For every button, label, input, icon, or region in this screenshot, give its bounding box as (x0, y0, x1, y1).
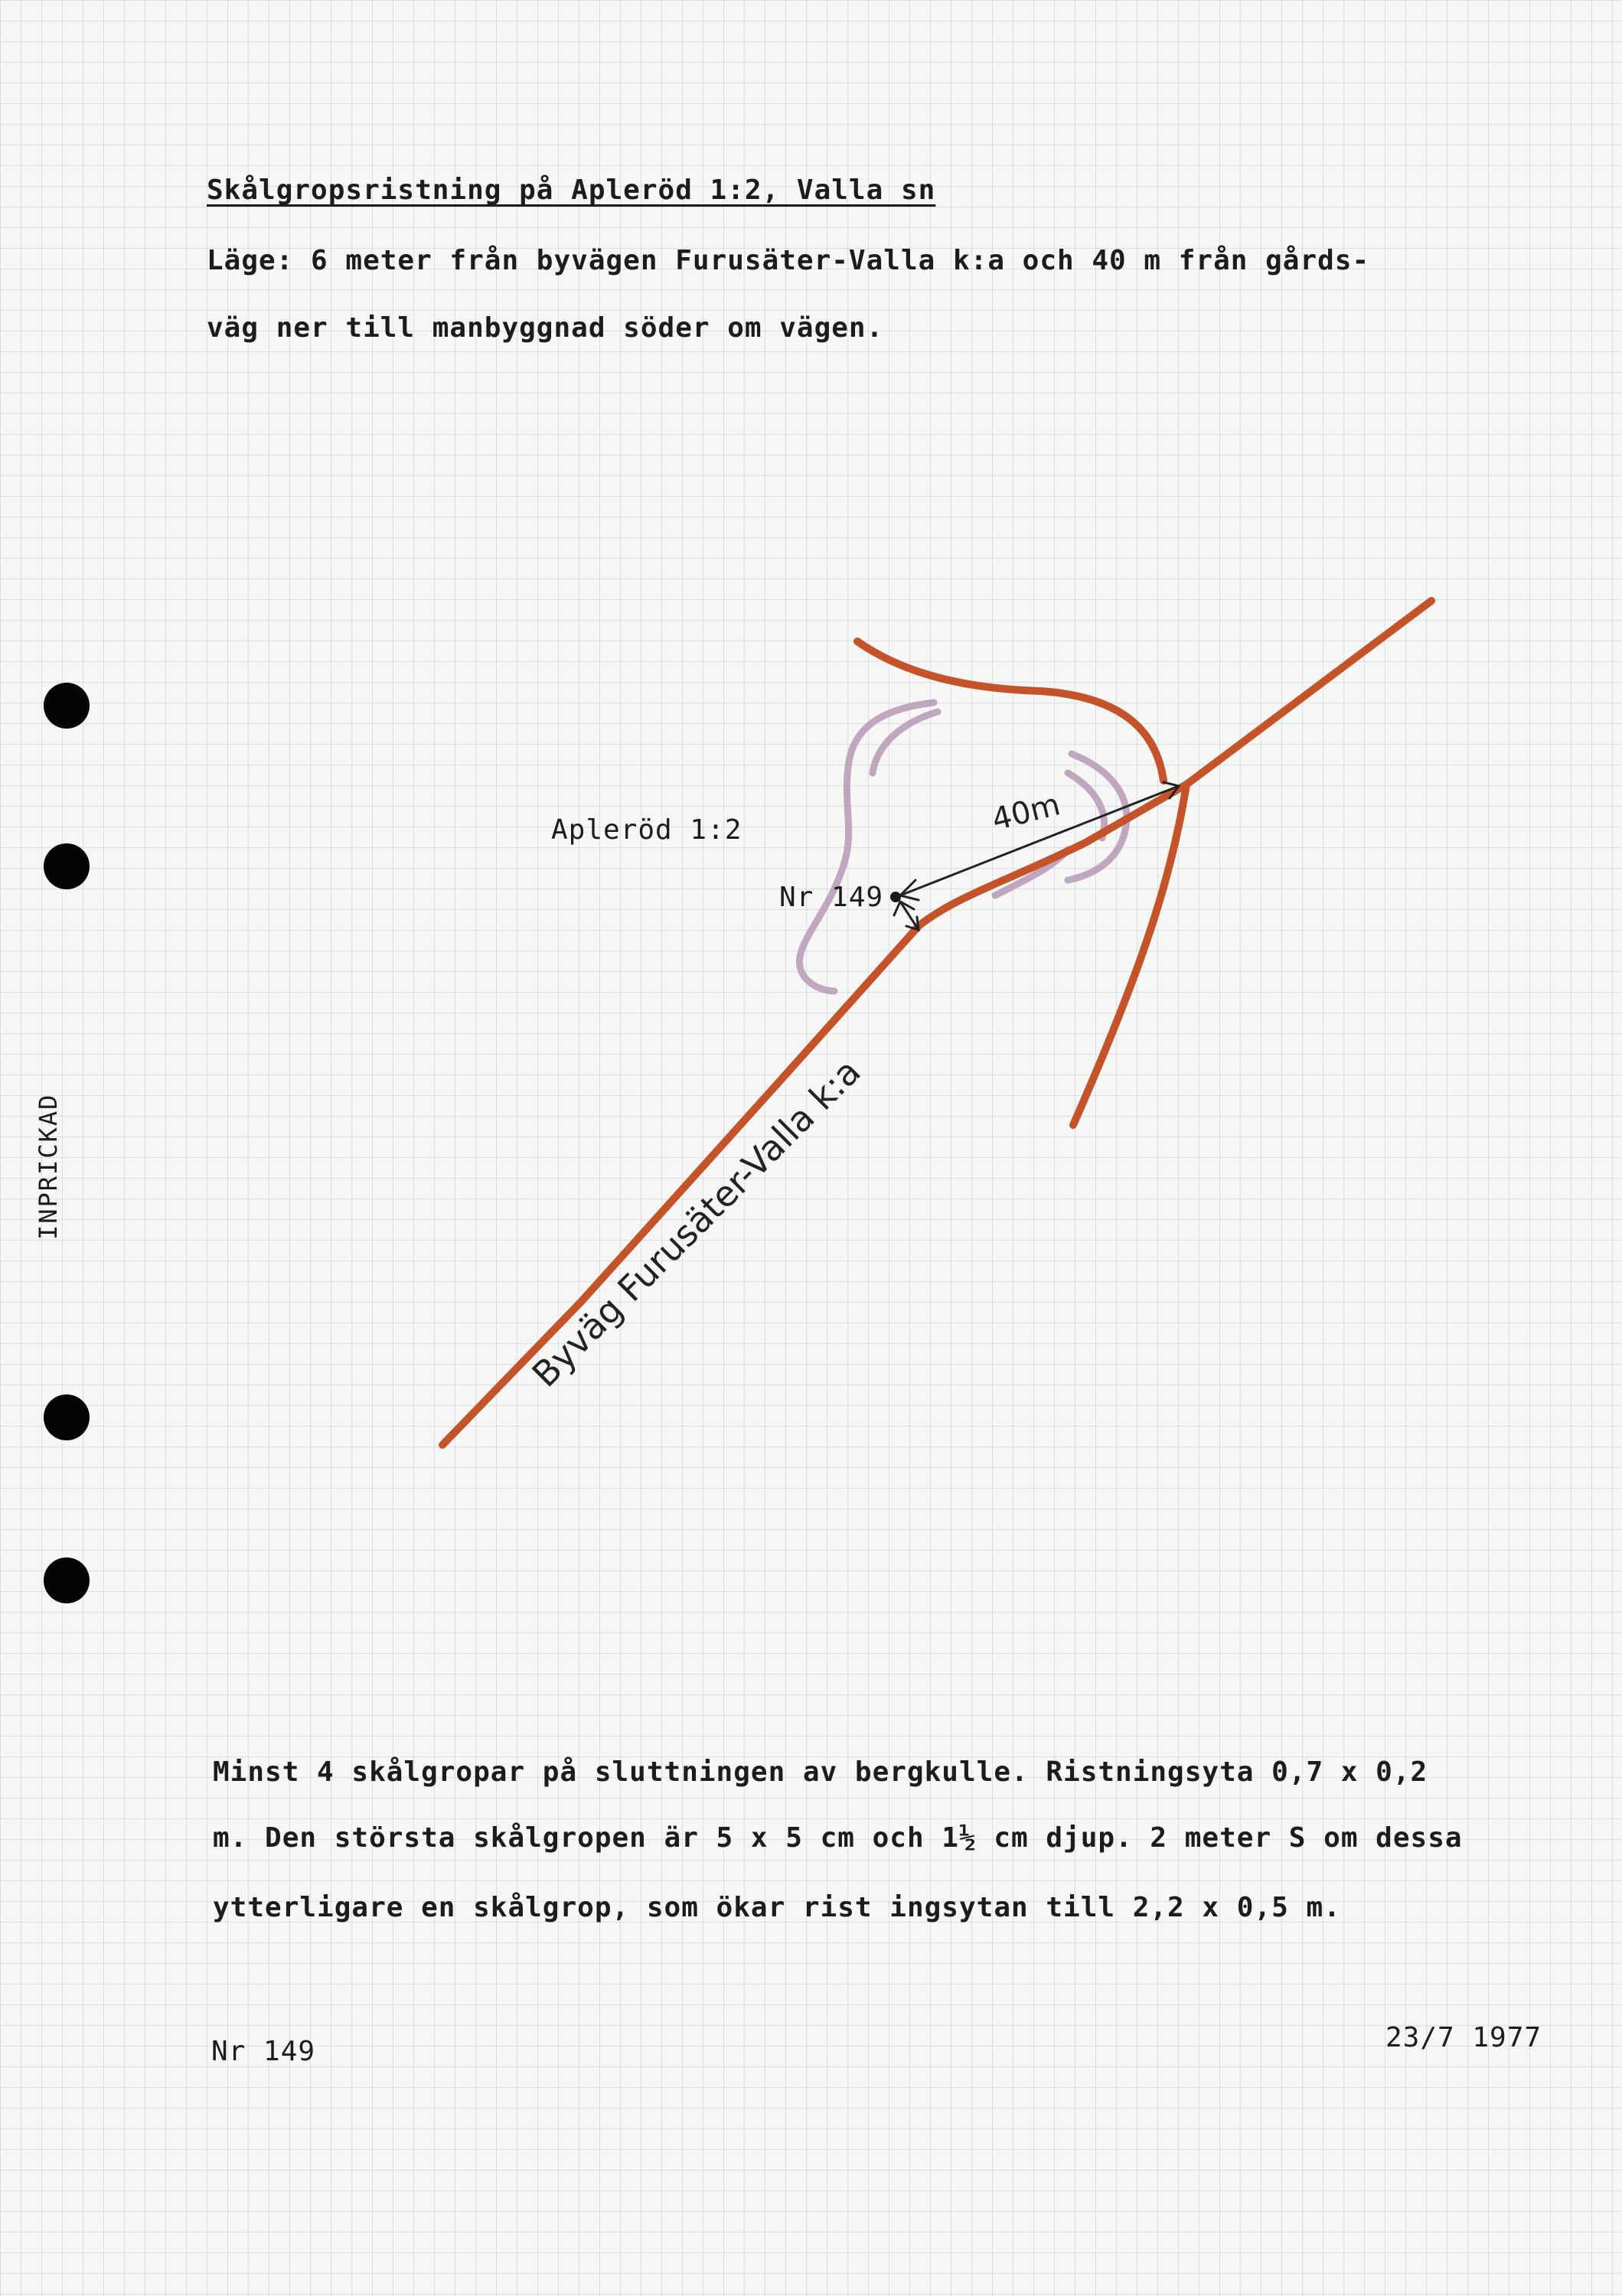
description-line-2-fraction: ½ (958, 1822, 977, 1854)
description-line-3: ytterligare en skålgrop, som ökar rist ingsytan till 2,2 x 0,5 m. (213, 1892, 1341, 1923)
property-label: Apleröd 1:2 (551, 814, 742, 846)
footer-number: Nr 149 (211, 2036, 316, 2067)
location-line-2: väg ner till manbyggnad söder om vägen. (207, 312, 884, 344)
description-line-1: Minst 4 skålgropar på sluttningen av bergkulle. Ristningsyta 0,7 x 0,2 (213, 1756, 1428, 1788)
description-line-2-a: m. Den största skålgropen är 5 x 5 cm och 1 (213, 1822, 959, 1854)
description-line-2 (213, 1822, 1463, 1854)
description-line-2-b: cm djup. 2 meter S om dessa (976, 1822, 1463, 1854)
site-marker (890, 892, 901, 902)
site-label: Nr 149 (779, 882, 884, 913)
footer-date: 23/7 1977 (1385, 2022, 1542, 2053)
farm-road (1073, 784, 1186, 1125)
road-label: Byväg Furusäter-Valla k:a (524, 1050, 869, 1395)
location-line-1: Läge: 6 meter från byvägen Furusäter-Valla k:a och 40 m från gårds- (207, 245, 1370, 276)
document-title: Skålgropsristning på Apleröd 1:2, Valla sn (207, 174, 936, 206)
inprickad-stamp: INPRICKAD (34, 1093, 63, 1240)
distance-label: 40m (988, 787, 1064, 838)
